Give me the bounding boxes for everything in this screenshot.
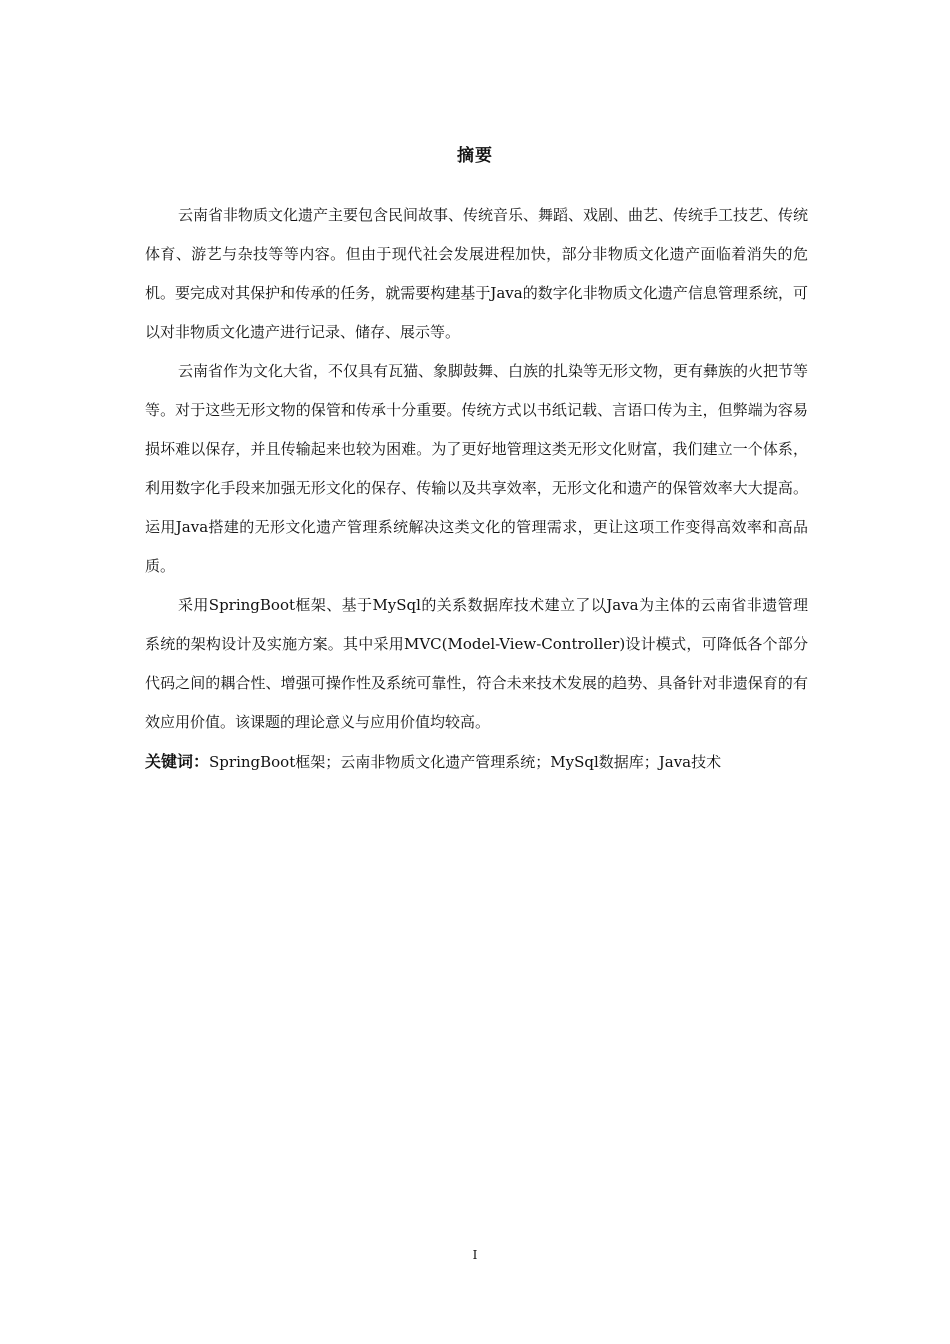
abstract-body [145,196,808,782]
keywords-line [145,742,808,782]
abstract-title: 摘要 [457,146,493,166]
abstract-paragraph-2: 云南省作为文化大省，不仅具有瓦猫、象脚鼓舞、白族的扎染等无形文物，更有彝族的火把节等等。对于这些无形文物的保管和传承十分重要。传统方式以书纸记载、言语口传为主，但弊端为容易损坏难以保存，并且传输起来也较为困难。为了更好地管理这类无形文化财富，我们建立一个体系，利用数字化手段来加强无形文化的保存、传输以及共享效率，无形文化和遗产的保管效率大大提高。运用Java搭建的无形文化遗产管理系统解决这类文化的管理需求，更让这项工作变得高效率和高品质。 [145,362,809,575]
abstract-paragraph-1: 云南省非物质文化遗产主要包含民间故事、传统音乐、舞蹈、戏剧、曲艺、传统手工技艺、传统体育、游艺与杂技等等内容。但由于现代社会发展进程加快，部分非物质文化遗产面临着消失的危机。要完成对其保护和传承的任务，就需要构建基于Java的数字化非物质文化遗产信息管理系统，可以对非物质文化遗产进行记录、储存、展示等。 [145,206,809,341]
abstract-paragraph-3: 采用SpringBoot框架、基于MySql的关系数据库技术建立了以Java为主体的云南省非遗管理系统的架构设计及实施方案。其中采用MVC(Model-View-Controller)设计模式，可降低各个部分代码之间的耦合性、增强可操作性及系统可靠性，符合未来技术发展的趋势、具备针对非遗保育的有效应用价值。该课题的理论意义与应用价值均较高。 [145,596,808,731]
keywords-text: SpringBoot框架；云南非物质文化遗产管理系统；MySql数据库；Java技术 [209,753,722,771]
keywords-label: 关键词： [145,752,210,771]
page-number: I [472,1248,478,1262]
